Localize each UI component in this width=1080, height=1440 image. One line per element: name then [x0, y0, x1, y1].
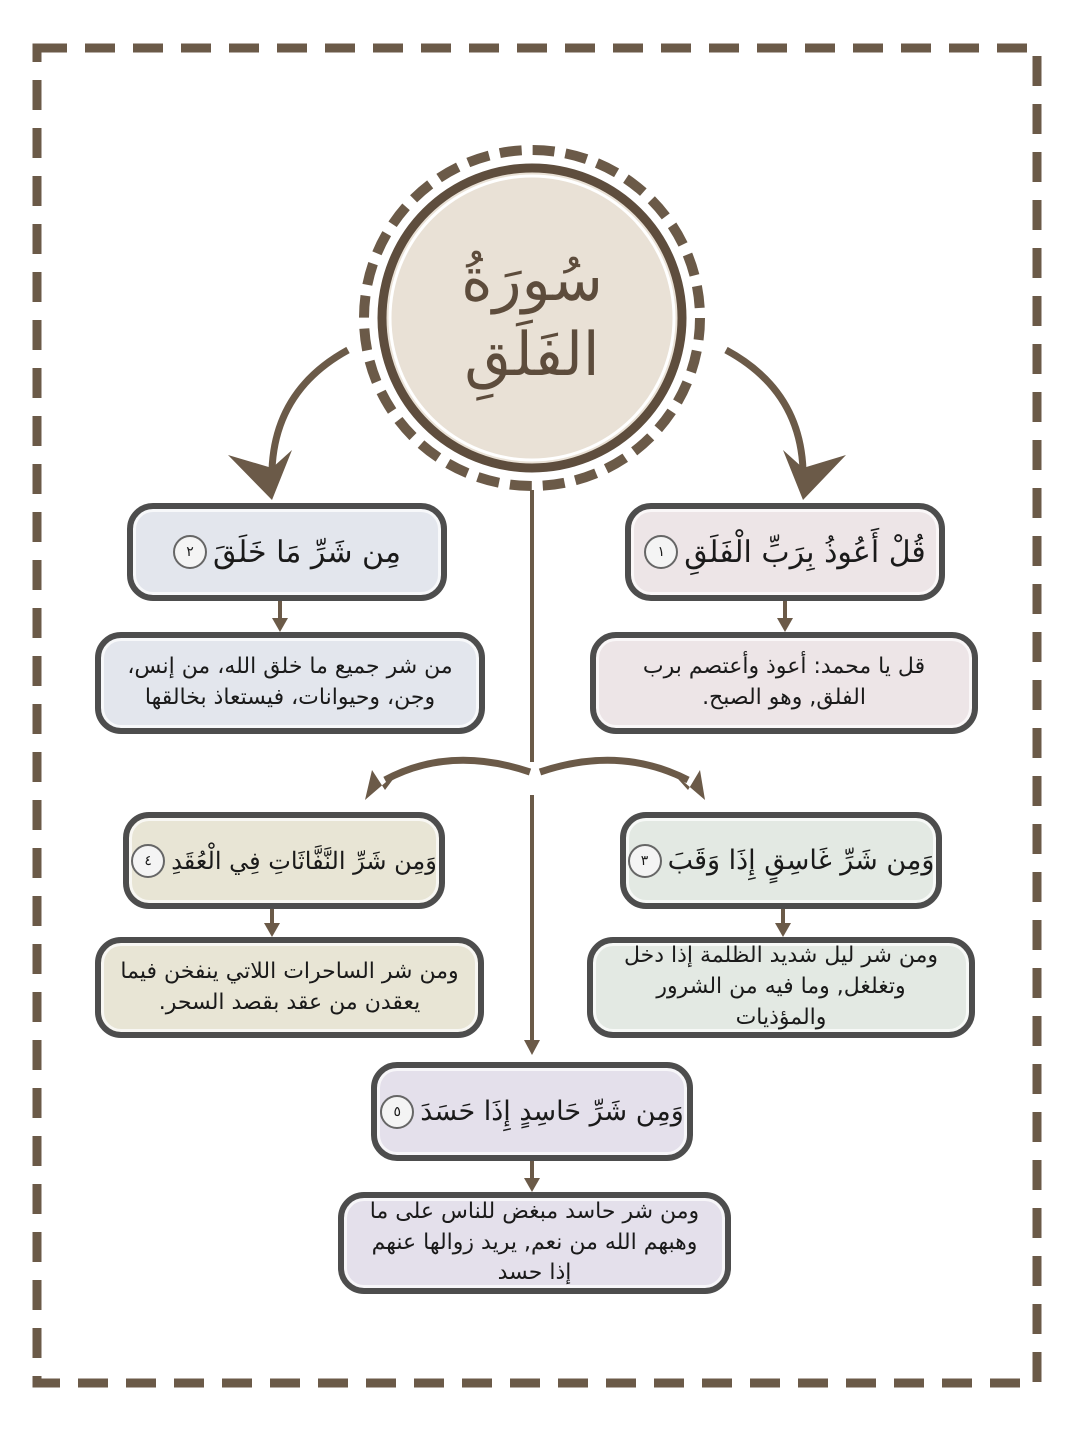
explanation-box-3 [587, 937, 975, 1038]
ayah-text: وَمِن شَرِّ غَاسِقٍ إِذَا وَقَبَ [667, 845, 935, 876]
surah-title [382, 168, 682, 468]
curved-arrow-mid-right [540, 760, 688, 780]
ayah-text: وَمِن شَرِّ النَّفَّاثَاتِ فِي الْعُقَدِ [171, 846, 437, 875]
arrowhead [365, 770, 400, 800]
ayah-text: وَمِن شَرِّ حَاسِدٍ إِذَا حَسَدَ [420, 1096, 684, 1127]
explanation-text: من شر جميع ما خلق الله، من إنس، وجن، وحيوانات، فيستعاذ بخالقها [127, 654, 453, 710]
ayah-box-4 [123, 812, 445, 909]
title-line-1: سُورَةُ [461, 245, 603, 315]
ayah-text: مِن شَرِّ مَا خَلَقَ [213, 534, 401, 570]
ayah-number-badge: ٥ [380, 1095, 414, 1129]
explanation-text: ومن شر حاسد مبغض للناس على ما وهبهم الله من نعم, يريد زوالها عنهم إذا حسد [369, 1198, 700, 1286]
arrowhead [783, 450, 846, 500]
ayah-number-badge: ٤ [131, 844, 165, 878]
ayah-box-3 [620, 812, 942, 909]
explanation-box-1 [590, 632, 978, 734]
curved-arrow-left [272, 350, 348, 470]
ayah-number-badge: ١ [644, 535, 678, 569]
explanation-text: ومن شر ليل شديد الظلمة إذا دخل وتغلغل, وما فيه من الشرور والمؤذيات [623, 943, 939, 1030]
title-line-2: الفَلَقِ [464, 320, 600, 390]
ayah-number-badge: ٢ [173, 535, 207, 569]
explanation-box-4 [95, 937, 484, 1038]
explanation-text: قل يا محمد: أعوذ وأعتصم برب الفلق, وهو الصبح. [642, 654, 926, 710]
curved-arrow-mid-left [385, 760, 530, 780]
ayah-box-2 [127, 503, 447, 601]
ayah-box-1 [625, 503, 945, 601]
explanation-box-2 [95, 632, 485, 734]
ayah-box-5 [371, 1062, 693, 1161]
arrowhead [670, 770, 705, 800]
arrowhead [228, 450, 292, 500]
ayah-number-badge: ٣ [628, 844, 662, 878]
ayah-text: قُلْ أَعُوذُ بِرَبِّ الْفَلَقِ [684, 534, 926, 570]
explanation-text: ومن شر الساحرات اللاتي ينفخن فيما يعقدن من عقد بقصد السحر. [120, 958, 459, 1015]
explanation-box-5 [338, 1192, 731, 1294]
curved-arrow-right [726, 350, 803, 470]
